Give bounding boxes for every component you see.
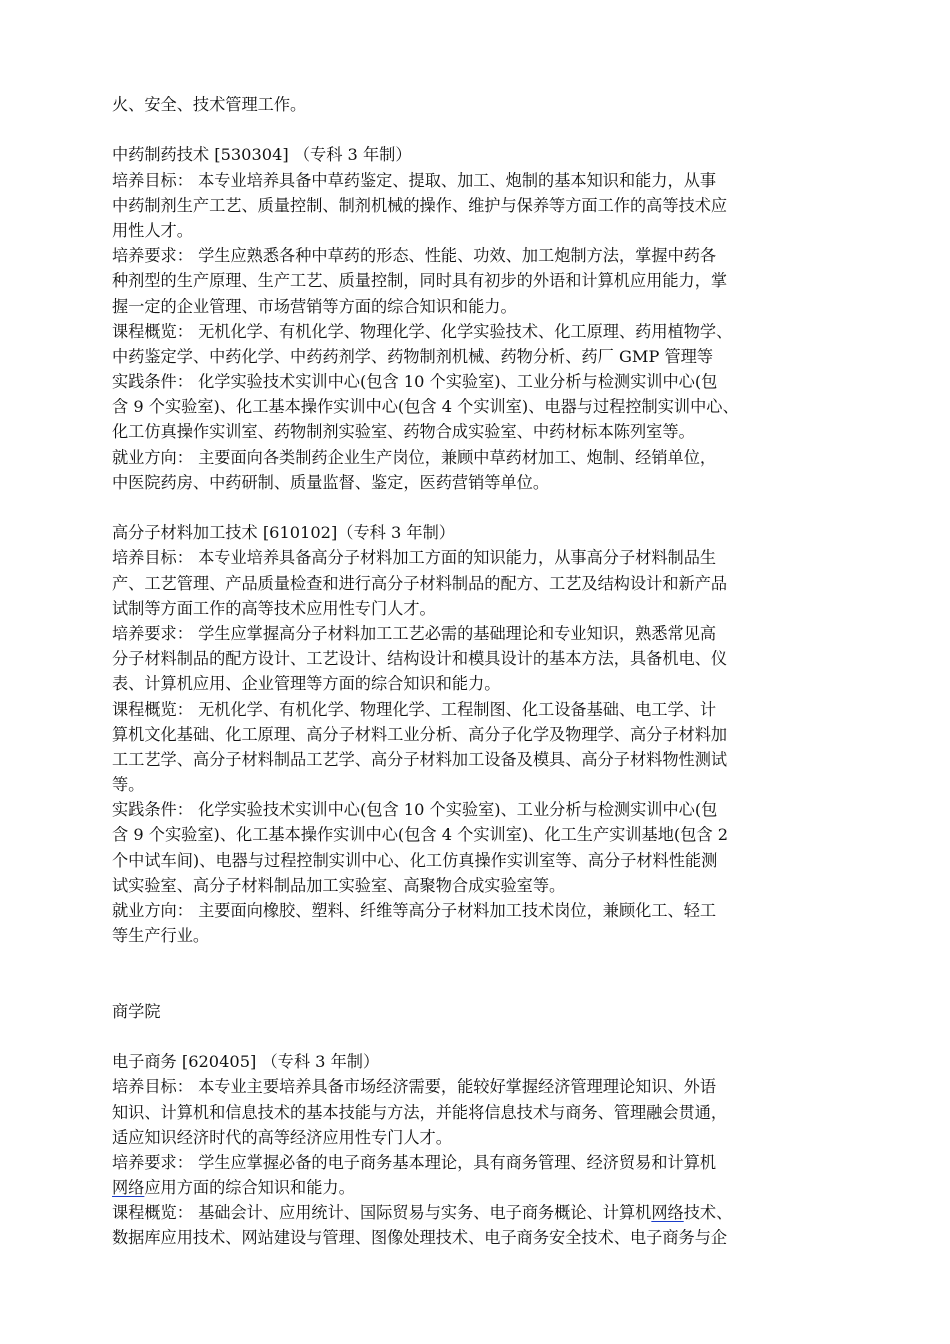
text-line: 化工仿真操作实训室、药物制剂实验室、药物合成实验室、中药材标本陈列室等。 [112,422,695,442]
text-line: 课程概览： 无机化学、有机化学、物理化学、工程制图、化工设备基础、电工学、计 [112,699,717,719]
text-line: 培养目标： 本专业培养具备高分子材料加工方面的知识能力，从事高分子材料制品生 [112,548,717,568]
text-line: 就业方向： 主要面向各类制药企业生产岗位，兼顾中草药材加工、炮制、经销单位， [112,447,717,467]
text-line: 中药制剂生产工艺、质量控制、制剂机械的操作、维护与保养等方面工作的高等技术应 [112,195,728,215]
underlined-term: 网络 [112,1178,145,1198]
text-line: 等生产行业。 [112,926,210,946]
text-line: 培养要求： 学生应熟悉各种中草药的形态、性能、功效、加工炮制方法，掌握中药各 [112,246,717,266]
text-line: 试实验室、高分子材料制品加工实验室、高聚物合成实验室等。 [112,875,566,895]
text-line: 适应知识经济时代的高等经济应用性专门人才。 [112,1127,452,1147]
program-heading-tcm-pharmacy: 中药制药技术 [530304] （专科 3 年制） [112,145,412,165]
text-line: 培养要求： 学生应掌握必备的电子商务基本理论，具有商务管理、经济贸易和计算机 [112,1152,717,1172]
text-line: 火、安全、技术管理工作。 [112,95,307,114]
text-line: 算机文化基础、化工原理、高分子材料工业分析、高分子化学及物理学、高分子材料加 [112,724,728,744]
text-line: 用性人才。 [112,220,193,240]
program-heading-e-commerce: 电子商务 [620405] （专科 3 年制） [112,1052,380,1072]
underlined-term: 网络 [651,1203,684,1223]
text-line: 工工艺学、高分子材料制品工艺学、高分子材料加工设备及模具、高分子材料物性测试 [112,749,728,769]
text-segment: 应用方面的综合知识和能力。 [144,1178,355,1198]
program-heading-polymer-processing: 高分子材料加工技术 [610102]（专科 3 年制） [112,523,455,543]
text-line: 实践条件： 化学实验技术实训中心(包含 10 个实验室)、工业分析与检测实训中心(包 [112,372,718,392]
text-line [112,1200,842,1225]
text-line: 试制等方面工作的高等技术应用性专门人才。 [112,598,436,618]
text-line: 分子材料制品的配方设计、工艺设计、结构设计和模具设计的基本方法，具备机电、仪 [112,649,728,669]
text-line: 培养目标： 本专业主要培养具备市场经济需要，能较好掌握经济管理理论知识、外语 [112,1077,717,1097]
text-line: 个中试车间)、电器与过程控制实训中心、化工仿真操作实训室等、高分子材料性能测 [112,850,718,870]
text-line: 含 9 个实验室)、化工基本操作实训中心(包含 4 个实训室)、电器与过程控制实训中心、 [112,397,739,417]
text-line: 中药鉴定学、中药化学、中药药剂学、药物制剂机械、药物分析、药厂 GMP 管理等 [112,346,714,366]
text-line: 含 9 个实验室)、化工基本操作实训中心(包含 4 个实训室)、化工生产实训基地(包含 2 [112,825,729,845]
text-line: 种剂型的生产原理、生产工艺、质量控制，同时具有初步的外语和计算机应用能力，掌 [112,271,728,291]
text-line [112,1175,842,1200]
text-line: 培养要求： 学生应掌握高分子材料加工工艺必需的基础理论和专业知识，熟悉常见高 [112,623,717,643]
text-line: 中医院药房、中药研制、质量监督、鉴定，医药营销等单位。 [112,472,550,492]
text-line: 表、计算机应用、企业管理等方面的综合知识和能力。 [112,674,501,694]
text-line: 实践条件： 化学实验技术实训中心(包含 10 个实验室)、工业分析与检测实训中心(包 [112,800,718,820]
school-heading-business: 商学院 [112,1001,161,1021]
text-line: 产、工艺管理、产品质量检查和进行高分子材料制品的配方、工艺及结构设计和新产品 [112,573,728,593]
text-line: 等。 [112,775,145,795]
document-page [112,92,842,1251]
text-segment: 课程概览： 基础会计、应用统计、国际贸易与实务、电子商务概论、计算机 [112,1203,652,1223]
text-line: 数据库应用技术、网站建设与管理、图像处理技术、电子商务安全技术、电子商务与企 [112,1228,728,1248]
text-line: 就业方向： 主要面向橡胶、塑料、纤维等高分子材料加工技术岗位，兼顾化工、轻工 [112,901,717,920]
text-line: 知识、计算机和信息技术的基本技能与方法，并能将信息技术与商务、管理融会贯通， [112,1102,728,1122]
text-segment: 技术、 [683,1203,733,1223]
text-line: 培养目标： 本专业培养具备中草药鉴定、提取、加工、炮制的基本知识和能力，从事 [112,170,717,190]
text-line: 握一定的企业管理、市场营销等方面的综合知识和能力。 [112,296,517,316]
text-line: 课程概览： 无机化学、有机化学、物理化学、化学实验技术、化工原理、药用植物学、 [112,321,733,341]
